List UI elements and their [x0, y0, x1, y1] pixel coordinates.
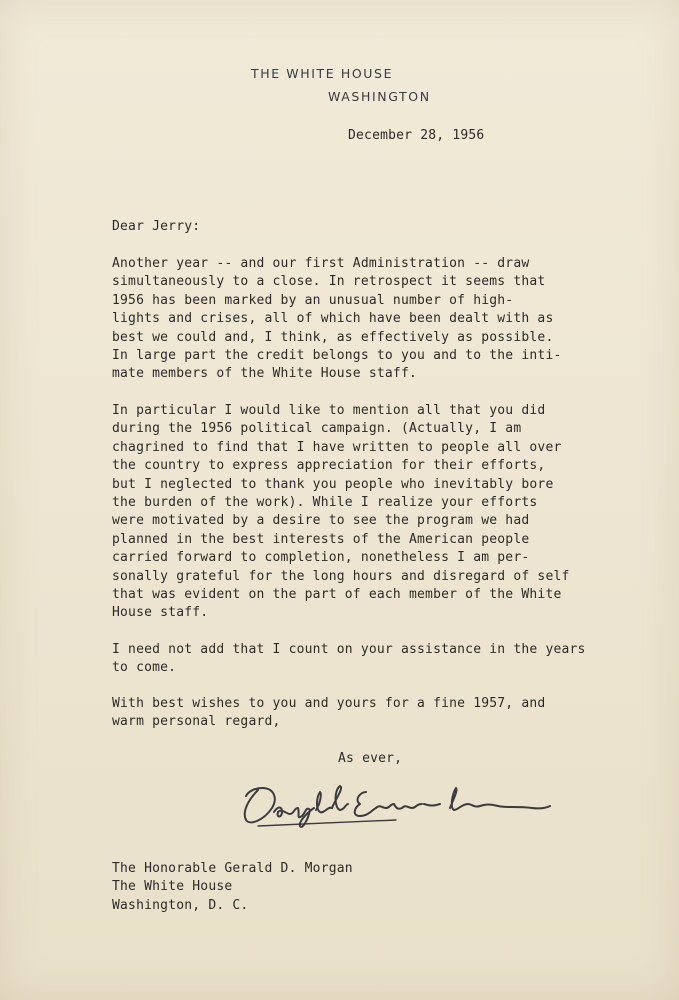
paragraph-line: In large part the credit belongs to you and to the inti-: [112, 347, 562, 363]
paragraph-line: simultaneously to a close. In retrospect it seems that: [112, 274, 546, 290]
paragraph-line: best we could and, I think, as effectively as possible.: [112, 329, 554, 345]
letterhead-title: THE WHITE HOUSE: [251, 66, 394, 81]
paragraph-1: [112, 255, 592, 384]
handwritten-signature-icon: [236, 768, 556, 838]
paragraph-line: In particular I would like to mention all that you did: [112, 403, 546, 418]
paragraph-line: to come.: [112, 660, 177, 676]
letter-date: December 28, 1956: [348, 128, 485, 143]
paragraph-4: [112, 695, 592, 732]
paragraph-line: mate members of the White House staff.: [112, 366, 418, 382]
paragraph-line: House staff.: [112, 605, 209, 621]
paragraph-line: the burden of the work). While I realize your efforts: [112, 494, 538, 510]
paragraph-line: but I neglected to thank you people who inevitably bore: [112, 476, 554, 492]
paragraph-3: [112, 641, 592, 678]
paragraph-line: planned in the best interests of the American people: [112, 531, 530, 547]
paragraph-line: lights and crises, all of which have been dealt with as: [112, 311, 554, 327]
recipient-address: [112, 860, 353, 915]
address-line: Washington, D. C.: [112, 897, 249, 913]
paragraph-line: warm personal regard,: [112, 714, 281, 730]
paragraph-line: I need not add that I count on your assistance in the years: [112, 642, 586, 657]
closing: As ever,: [338, 751, 403, 766]
address-line: The White House: [112, 879, 233, 895]
paragraph-line: that was evident on the part of each member of the White: [112, 586, 562, 602]
paragraph-line: sonally grateful for the long hours and disregard of self: [112, 568, 570, 584]
address-line: The Honorable Gerald D. Morgan: [112, 861, 353, 876]
paragraph-line: during the 1956 political campaign. (Actually, I am: [112, 421, 522, 437]
letterhead-city: WASHINGTON: [328, 89, 431, 104]
paragraph-line: carried forward to completion, nonetheless I am per-: [112, 550, 530, 566]
salutation: Dear Jerry:: [112, 219, 201, 234]
paragraph-line: were motivated by a desire to see the program we had: [112, 513, 530, 529]
paragraph-line: the country to express appreciation for their efforts,: [112, 458, 546, 474]
paragraph-line: chagrined to find that I have written to people all over: [112, 439, 562, 455]
paragraph-line: With best wishes to you and yours for a fine 1957, and: [112, 696, 546, 711]
paragraph-2: [112, 402, 592, 623]
paragraph-line: Another year -- and our first Administration -- draw: [112, 256, 530, 271]
paragraph-line: 1956 has been marked by an unusual number of high-: [112, 292, 514, 308]
